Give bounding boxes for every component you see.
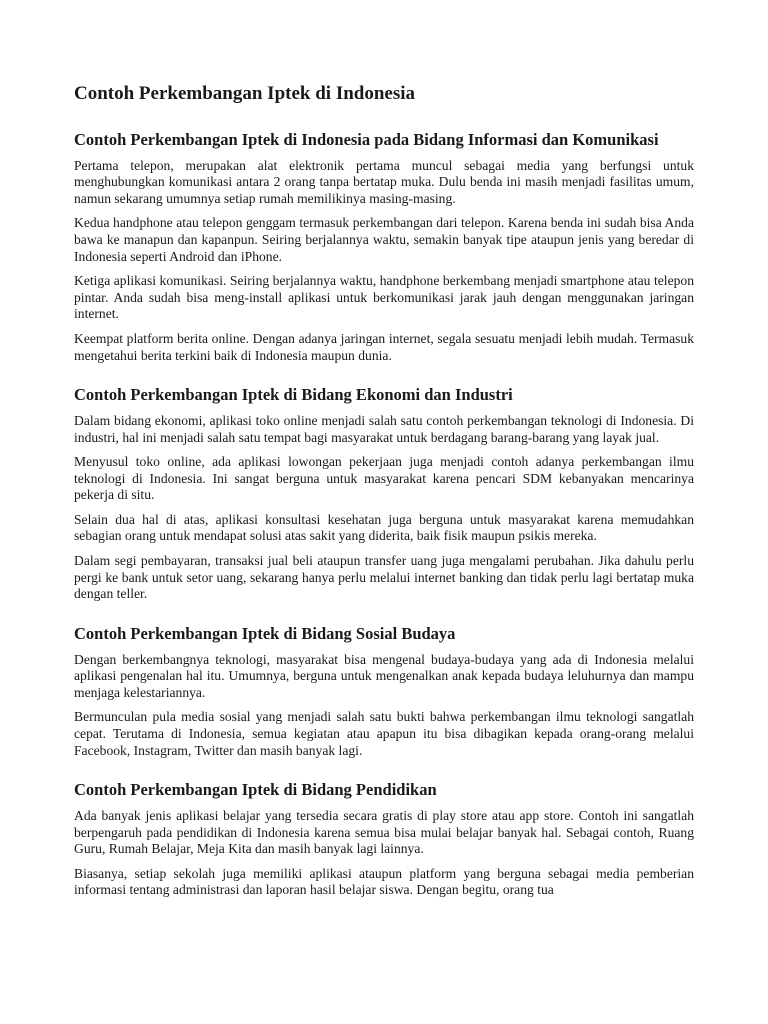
paragraph: Kedua handphone atau telepon genggam termasuk perkembangan dari telepon. Karena benda ini sudah bisa Anda bawa ke manapun dan kapanpun. Seiring berjalannya waktu, semakin banyak tipe ataupun jenis yang beredar di Indonesia seperti Android dan iPhone. [74,215,694,264]
paragraph: Dalam segi pembayaran, transaksi jual beli ataupun transfer uang juga mengalami perubahan. Jika dahulu perlu pergi ke bank untuk setor uang, sekarang hanya perlu melalui internet banking dan tidak perlu lagi bertatap muka dengan teller. [74,553,694,602]
paragraph: Selain dua hal di atas, aplikasi konsultasi kesehatan juga berguna untuk masyarakat karena memudahkan sebagian orang untuk mendapat solusi atas sakit yang diderita, baik fisik maupun psikis mereka. [74,511,694,544]
paragraph: Keempat platform berita online. Dengan adanya jaringan internet, segala sesuatu menjadi lebih mudah. Termasuk mengetahui berita terkini baik di Indonesia maupun dunia. [74,330,694,363]
paragraph: Menyusul toko online, ada aplikasi lowongan pekerjaan juga menjadi contoh adanya perkembangan ilmu teknologi di Indonesia. Ini sangat berguna untuk masyarakat karena pencari SDM kebanyakan mencarinya pekerja di situ. [74,454,694,503]
document-page [74,83,694,920]
paragraph: Ada banyak jenis aplikasi belajar yang tersedia secara gratis di play store atau app store. Contoh ini sangatlah berpengaruh pada pendidikan di Indonesia karena semua bisa mulai belajar banyak hal. Sebagai contoh, Ruang Guru, Rumah Belajar, Meja Kita dan masih banyak lagi lainnya. [74,808,694,857]
paragraph: Dengan berkembangnya teknologi, masyarakat bisa mengenal budaya-budaya yang ada di Indonesia melalui aplikasi pengenalan hal itu. Umumnya, berguna untuk mengenalkan anak kepada budaya leluhurnya dan mampu menjaga kelestariannya. [74,651,694,700]
paragraph: Biasanya, setiap sekolah juga memiliki aplikasi ataupun platform yang berguna sebagai media pemberian informasi tentang administrasi dan laporan hasil belajar siswa. Dengan begitu, orang tua [74,865,694,898]
section-heading: Contoh Perkembangan Iptek di Bidang Pendidikan [74,780,437,800]
paragraph: Ketiga aplikasi komunikasi. Seiring berjalannya waktu, handphone berkembang menjadi smartphone atau telepon pintar. Anda sudah bisa meng-install aplikasi untuk berkomunikasi jarak jauh dengan menggunakan jaringan internet. [74,273,694,322]
section-pendidikan [74,780,694,899]
section-informasi-komunikasi [74,130,694,364]
paragraph: Bermunculan pula media sosial yang menjadi salah satu bukti bahwa perkembangan ilmu teknologi sangatlah cepat. Terutama di Indonesia, semua kegiatan atau apapun itu bisa dibagikan kepada orang-orang melalui Facebook, Instagram, Twitter dan masih banyak lagi. [74,709,694,758]
section-sosial-budaya [74,624,694,759]
section-heading: Contoh Perkembangan Iptek di Indonesia pada Bidang Informasi dan Komunikasi [74,129,659,149]
section-ekonomi-industri [74,385,694,603]
section-heading: Contoh Perkembangan Iptek di Bidang Ekonomi dan Industri [74,385,513,405]
document-title: Contoh Perkembangan Iptek di Indonesia [74,83,416,104]
section-heading: Contoh Perkembangan Iptek di Bidang Sosial Budaya [74,623,456,643]
paragraph: Pertama telepon, merupakan alat elektronik pertama muncul sebagai media yang berfungsi untuk menghubungkan komunikasi antara 2 orang tanpa bertatap muka. Dulu benda ini masih menjadi fasilitas umum, namun sekarang umumnya setiap rumah memilikinya masing-masing. [74,157,694,206]
paragraph: Dalam bidang ekonomi, aplikasi toko online menjadi salah satu contoh perkembangan teknologi di Indonesia. Di industri, hal ini menjadi salah satu tempat bagi masyarakat untuk berdagang barang-barang yang layak jual. [74,412,694,445]
